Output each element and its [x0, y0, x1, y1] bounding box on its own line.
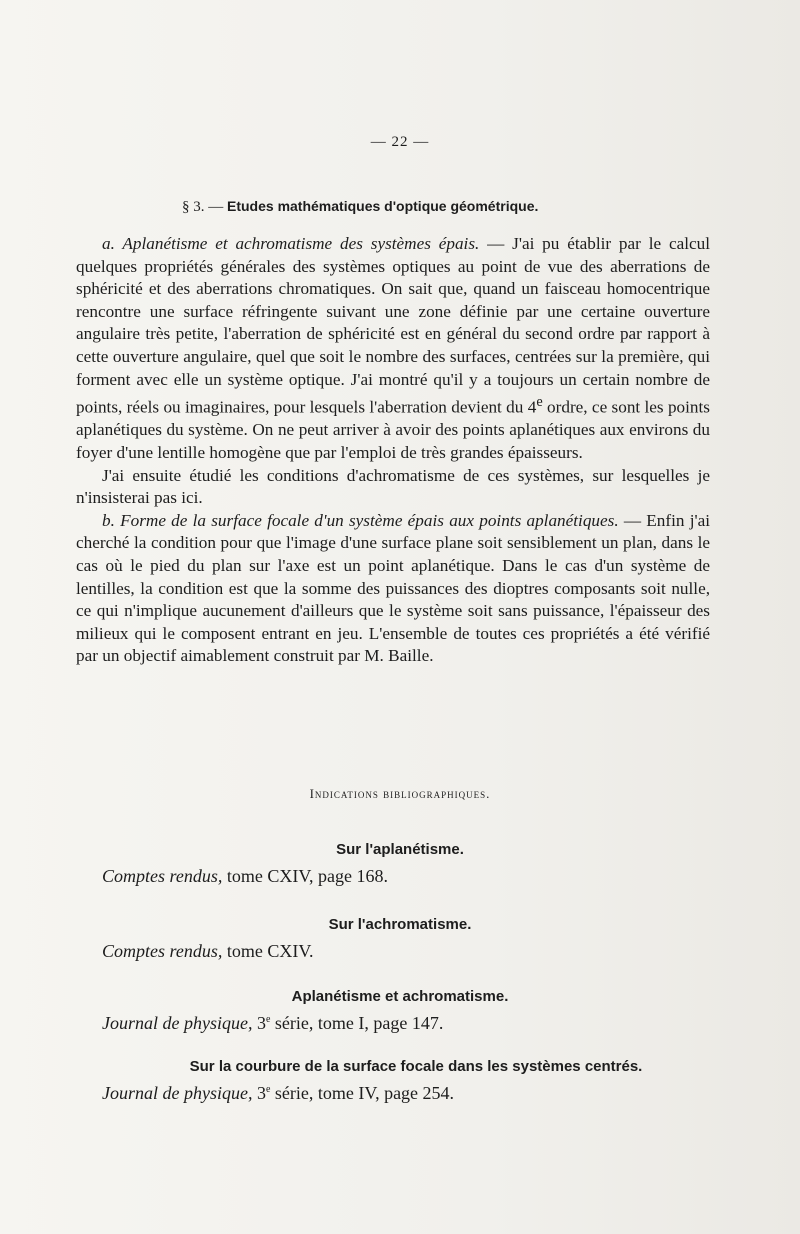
ref-heading-courbure: Sur la courbure de la surface focale dans les systèmes centrés. — [189, 1058, 643, 1075]
ref-series-tail: série, — [270, 1013, 314, 1033]
ref-heading-achromatisme: Sur l'achromatisme. — [328, 916, 472, 933]
paragraph-b — [76, 510, 710, 668]
page-number: — 22 — — [370, 134, 430, 150]
paragraph-a — [76, 233, 710, 465]
ref-citation-achromatisme — [102, 941, 314, 962]
bibliography-heading: Indications bibliographiques. — [309, 786, 491, 801]
body-text — [76, 233, 710, 668]
ref-series-sup: e — [265, 1084, 271, 1095]
paragraph-b-label: b. Forme de la surface focale d'un système épais aux points aplanétiques. — [102, 510, 619, 530]
paragraph-a-text: — J'ai pu établir par le calcul quelques propriétés générales des systèmes optiques au point de vue des aberrations de sphéricité et des aberrations chromatiques. On sait que, quand un faisceau homocentrique rencontre une surface réfringente suivant une zone définie par une certaine ouverture angulaire très petite, l'aberration de sphéricité est en général du second ordre par rapport à cette ouverture angulaire, quel que soit le nombre des surfaces, centrées sur la première, qui forment avec elle un système optique. J'ai montré qu'il y a toujours un certain nombre de points, réels ou imaginaires, pour lesquels l'aberration devient du 4 — [76, 234, 710, 417]
paragraph-a-label: a. Aplanétisme et achromatisme des systèmes épais. — [102, 234, 480, 253]
ref-journal: Journal de physique, — [102, 1013, 253, 1033]
ref-citation-courbure — [102, 1083, 454, 1104]
section-heading — [182, 198, 538, 216]
ref-series: 3 — [252, 1083, 266, 1103]
paragraph-a2: J'ai ensuite étudié les conditions d'achromatisme de ces systèmes, sur lesquelles je n'insisterai pas ici. — [76, 465, 710, 508]
ref-series: 3 — [252, 1013, 266, 1033]
paragraph-a-sup: e — [536, 394, 543, 411]
section-number: § 3. — — [182, 199, 224, 215]
ref-heading-aplanetisme: Sur l'aplanétisme. — [336, 841, 464, 858]
ref-rest: tome CXIV, page 168. — [222, 866, 388, 886]
section-title: Etudes mathématiques d'optique géométrique. — [227, 198, 539, 214]
ref-rest: tome IV, page 254. — [313, 1083, 455, 1103]
ref-rest: tome I, page 147. — [313, 1013, 444, 1033]
paragraph-b-text: — Enfin j'ai cherché la condition pour que l'image d'une surface plane soit sensiblement un plan, dans le cas où le pied du plan sur l'axe est un point aplanétique. Dans le cas d'un système de lentilles, la condition est que la somme des puissances des dioptres composants soit nulle, ce qui n'implique aucunement d'ailleurs que le système soit sans puissance, l'épaisseur des milieux qui le composent entrant en jeu. L'ensemble de toutes ces propriétés a été vérifié par un objectif aimablement construit par M. Baille. — [76, 510, 710, 666]
ref-journal: Comptes rendus, — [102, 941, 223, 961]
ref-rest: tome CXIV. — [222, 941, 314, 961]
ref-series-sup: e — [265, 1014, 271, 1025]
ref-citation-aplanetisme — [102, 866, 388, 887]
ref-citation-aplanetisme-achromatisme — [102, 1013, 443, 1034]
ref-heading-aplanetisme-achromatisme: Aplanétisme et achromatisme. — [291, 988, 509, 1005]
ref-journal: Comptes rendus, — [102, 866, 223, 886]
paragraph-a-tail: ordre, ce sont les points aplanétiques du système. On ne peut arriver à avoir des points aplanétiques aux environs du foyer d'une lentille homogène que par l'emploi de très grandes épaisseurs. — [76, 397, 710, 463]
ref-series-tail: série, — [270, 1083, 314, 1103]
ref-journal: Journal de physique, — [102, 1083, 253, 1103]
